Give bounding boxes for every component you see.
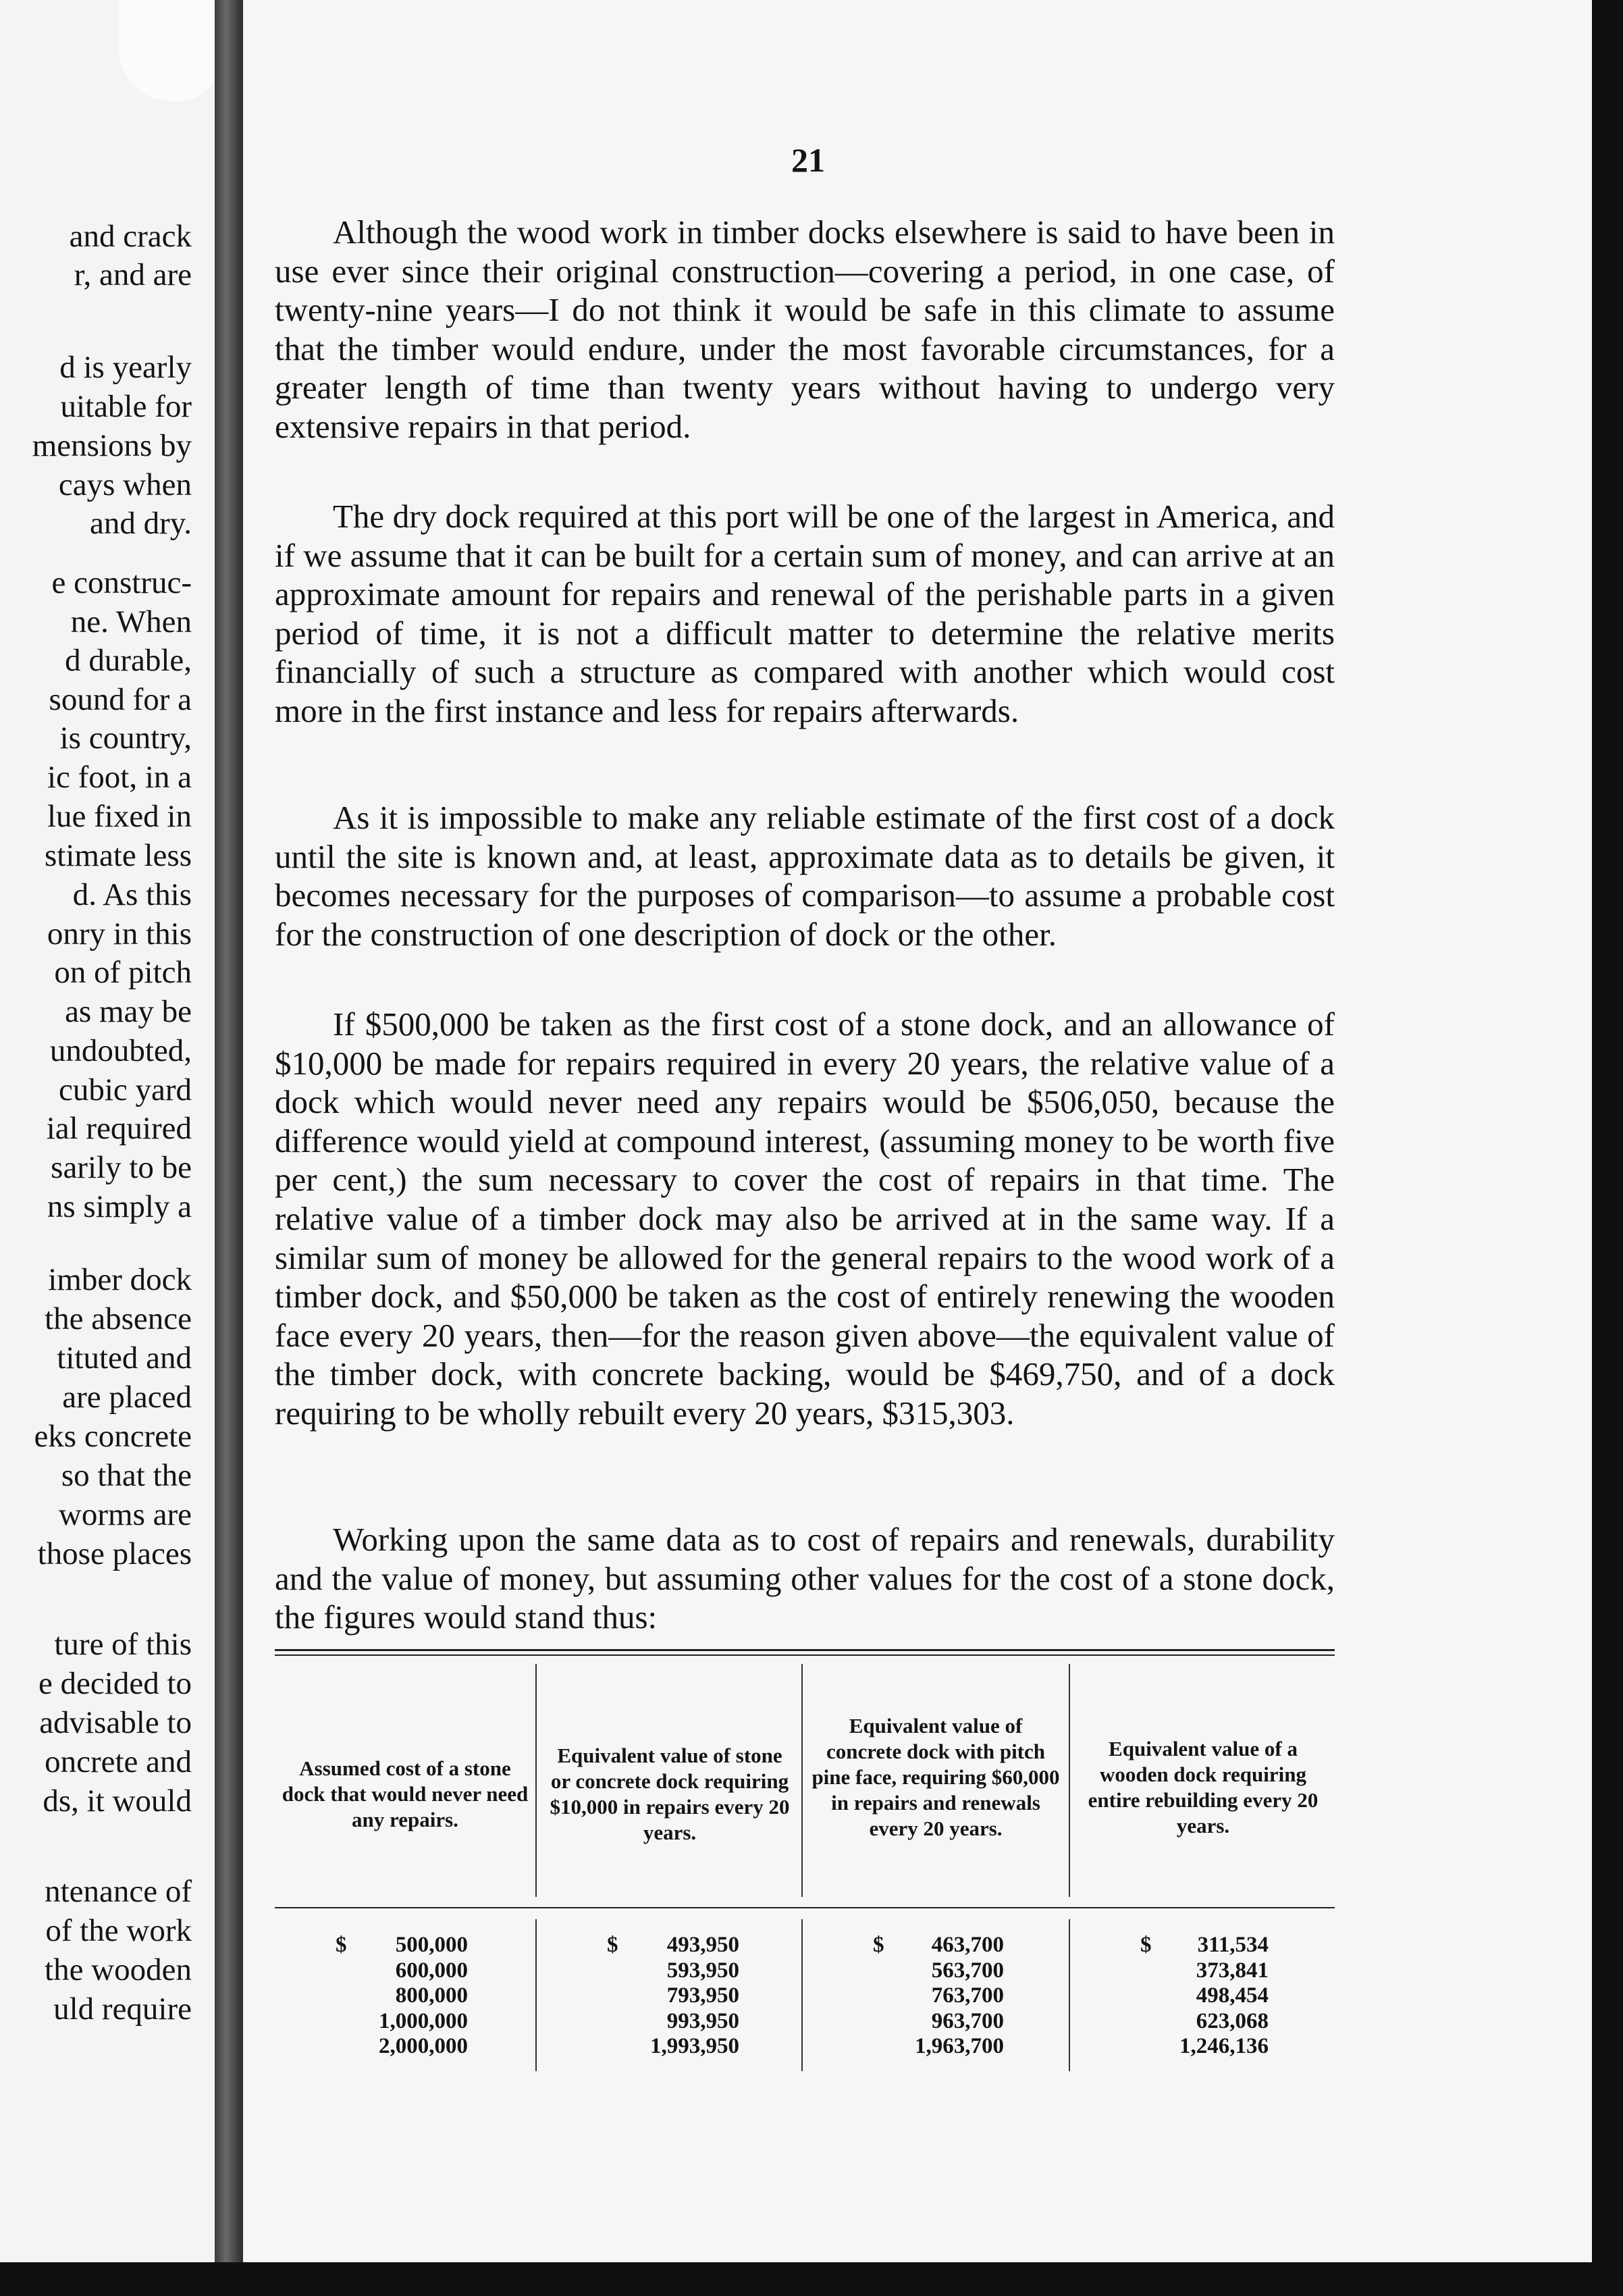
previous-page-line: imber dock [48,1262,192,1297]
table-top-rule [275,1649,1335,1651]
previous-page-line: r, and are [74,257,192,292]
previous-page-line: the wooden [45,1952,192,1987]
table-cell: 993,950 [666,2008,739,2033]
table-cell: 493,950 [666,1933,739,1957]
cost-comparison-table [275,1649,1335,2081]
torn-paper-corner [118,0,215,101]
column-assumed-cost [356,1933,468,2060]
previous-page-line: uitable for [60,389,192,424]
previous-page-line: and crack [69,219,192,254]
currency-symbol-col2: $ [607,1933,618,1957]
page-bottom-shadow [0,2262,1623,2296]
page-number: 21 [791,141,825,179]
previous-page-line: d. As this [72,877,192,912]
previous-page-fragment [0,0,215,2262]
previous-page-line: ns simply a [47,1189,192,1224]
table-cell: 311,534 [1197,1933,1269,1957]
previous-page-line: lue fixed in [47,799,192,834]
previous-page-line: ic foot, in a [47,760,192,795]
column-divider-1-body [535,1919,537,2071]
previous-page-line: d durable, [65,643,192,678]
book-binding-gutter [215,0,243,2262]
paragraph-2: The dry dock required at this port will be one of the largest in America, and if we assume that it can be built for a certain sum of money, and can arrive at an approximate amount for repairs and renewal of the perishable parts in a given period of time, it is not a difficult matter to determine the relative merits financially of such a structure as compared with another which would cost more in the first instance and less for repairs afterwards. [275,498,1335,729]
table-cell: 563,700 [931,1958,1004,1983]
previous-page-line: undoubted, [49,1033,192,1068]
previous-page-line: advisable to [39,1705,192,1740]
previous-page-line: stimate less [45,838,192,873]
table-cell: 463,700 [931,1933,1004,1957]
table-cell: 1,993,950 [650,2034,739,2058]
table-cell: 2,000,000 [379,2034,468,2058]
table-cell: 500,000 [395,1933,468,1957]
column-pitch-pine-value [890,1933,1004,2060]
previous-page-line: and dry. [90,506,192,541]
column-divider-3 [1069,1664,1070,1897]
previous-page-line: oncrete and [45,1744,192,1779]
paragraph-5: Working upon the same data as to cost of repairs and renewals, durability and the value of money, but assuming other values for the cost of a stone dock, the figures would stand thus: [275,1521,1335,1636]
previous-page-line: of the work [45,1913,192,1948]
previous-page-line: sarily to be [51,1150,192,1185]
column-divider-2-body [801,1919,803,2071]
header-wooden-dock-value: Equivalent value of a wooden dock requiring entire rebuilding every 20 years. [1088,1737,1319,1837]
table-top-rule-thin [275,1654,1335,1656]
currency-symbol-col1: $ [336,1933,347,1957]
previous-page-line: onry in this [47,916,192,951]
currency-symbol-col3: $ [873,1933,884,1957]
previous-page-line: tituted and [57,1340,192,1376]
table-cell: 1,963,700 [915,2034,1004,2058]
table-cell: 1,000,000 [379,2008,468,2033]
table-cell: 763,700 [931,1983,1004,2008]
previous-page-line: worms are [58,1497,192,1532]
column-stone-concrete-value [626,1933,739,2060]
header-stone-concrete-value: Equivalent value of stone or concrete dock requiring $10,000 in repairs every 20 years. [550,1744,790,1844]
previous-page-line: eks concrete [34,1419,192,1454]
previous-page-line: mensions by [32,428,192,463]
previous-page-line: ture of this [54,1627,192,1662]
column-divider-3-body [1069,1919,1070,2071]
table-cell: 600,000 [395,1958,468,1983]
previous-page-line: as may be [65,994,192,1029]
paragraph-1: Although the wood work in timber docks elsewhere is said to have been in use ever since their original construction—covering a period, in one case, of twenty-nine years—I do not think it would be safe in this climate to assume that the timber would endure, under the most favorable circumstances, for a greater length of time than twenty years without having to undergo very extensive repairs in that period. [275,213,1335,445]
previous-page-line: d is yearly [59,350,192,385]
table-cell: 623,068 [1196,2008,1269,2033]
header-assumed-cost: Assumed cost of a stone dock that would never need any repairs. [282,1756,529,1831]
previous-page-line: those places [37,1536,192,1571]
paragraph-3: As it is impossible to make any reliable estimate of the first cost of a dock until the site is known and, at least, approximate data as to details be given, it becomes necessary for the purposes of comparison—to assume a probable cost for the construction of one description of dock or the other. [275,799,1335,953]
column-divider-1 [535,1664,537,1897]
currency-symbol-col4: $ [1140,1933,1152,1957]
previous-page-line: ds, it would [43,1783,192,1819]
table-cell: 793,950 [666,1983,739,2008]
page-edge-shadow [1592,0,1623,2296]
previous-page-line: uld require [53,1991,192,2027]
previous-page-line: is country, [59,721,192,756]
previous-page-line: sound for a [49,682,192,717]
previous-page-line: so that the [61,1458,192,1493]
previous-page-line: e decided to [38,1666,192,1701]
header-pitch-pine-value: Equivalent value of concrete dock with pitch pine face, requiring $60,000 in repairs and renewals every 20 years. [812,1714,1060,1840]
paragraph-4: If $500,000 be taken as the first cost of a stone dock, and an allowance of $10,000 be made for repairs required in every 20 years, the relative value of a dock which would never need any repairs would be $506,050, because the difference would yield at compound interest, (assuming money to be worth five per cent,) the sum necessary to cover the cost of repairs in that time. The relative value of a timber dock may also be arrived at in the same way. If a similar sum of money be allowed for the general repairs to the wood work of a timber dock, and $50,000 be taken as the cost of entirely renewing the wooden face every 20 years, then—for the reason given above—the equivalent value of the timber dock, with concrete backing, would be $469,750, and of a dock requiring to be wholly rebuilt every 20 years, $315,303. [275,1006,1335,1432]
previous-page-line: ne. When [70,604,192,640]
previous-page-line: the absence [45,1301,192,1336]
previous-page-line: cays when [58,467,192,502]
table-cell: 498,454 [1196,1983,1269,2008]
table-header-rule [275,1907,1335,1908]
table-cell: 373,841 [1196,1958,1269,1983]
column-wooden-dock-value [1159,1933,1269,2060]
previous-page-line: ntenance of [45,1874,192,1909]
previous-page-line: on of pitch [54,955,192,990]
previous-page-line: ial required [46,1111,192,1146]
previous-page-line: are placed [62,1380,192,1415]
previous-page-line: cubic yard [58,1072,192,1107]
table-cell: 800,000 [395,1983,468,2008]
column-divider-2 [801,1664,803,1897]
previous-page-line: e construc- [51,565,192,600]
table-cell: 1,246,136 [1179,2034,1269,2058]
table-cell: 963,700 [931,2008,1004,2033]
table-cell: 593,950 [666,1958,739,1983]
